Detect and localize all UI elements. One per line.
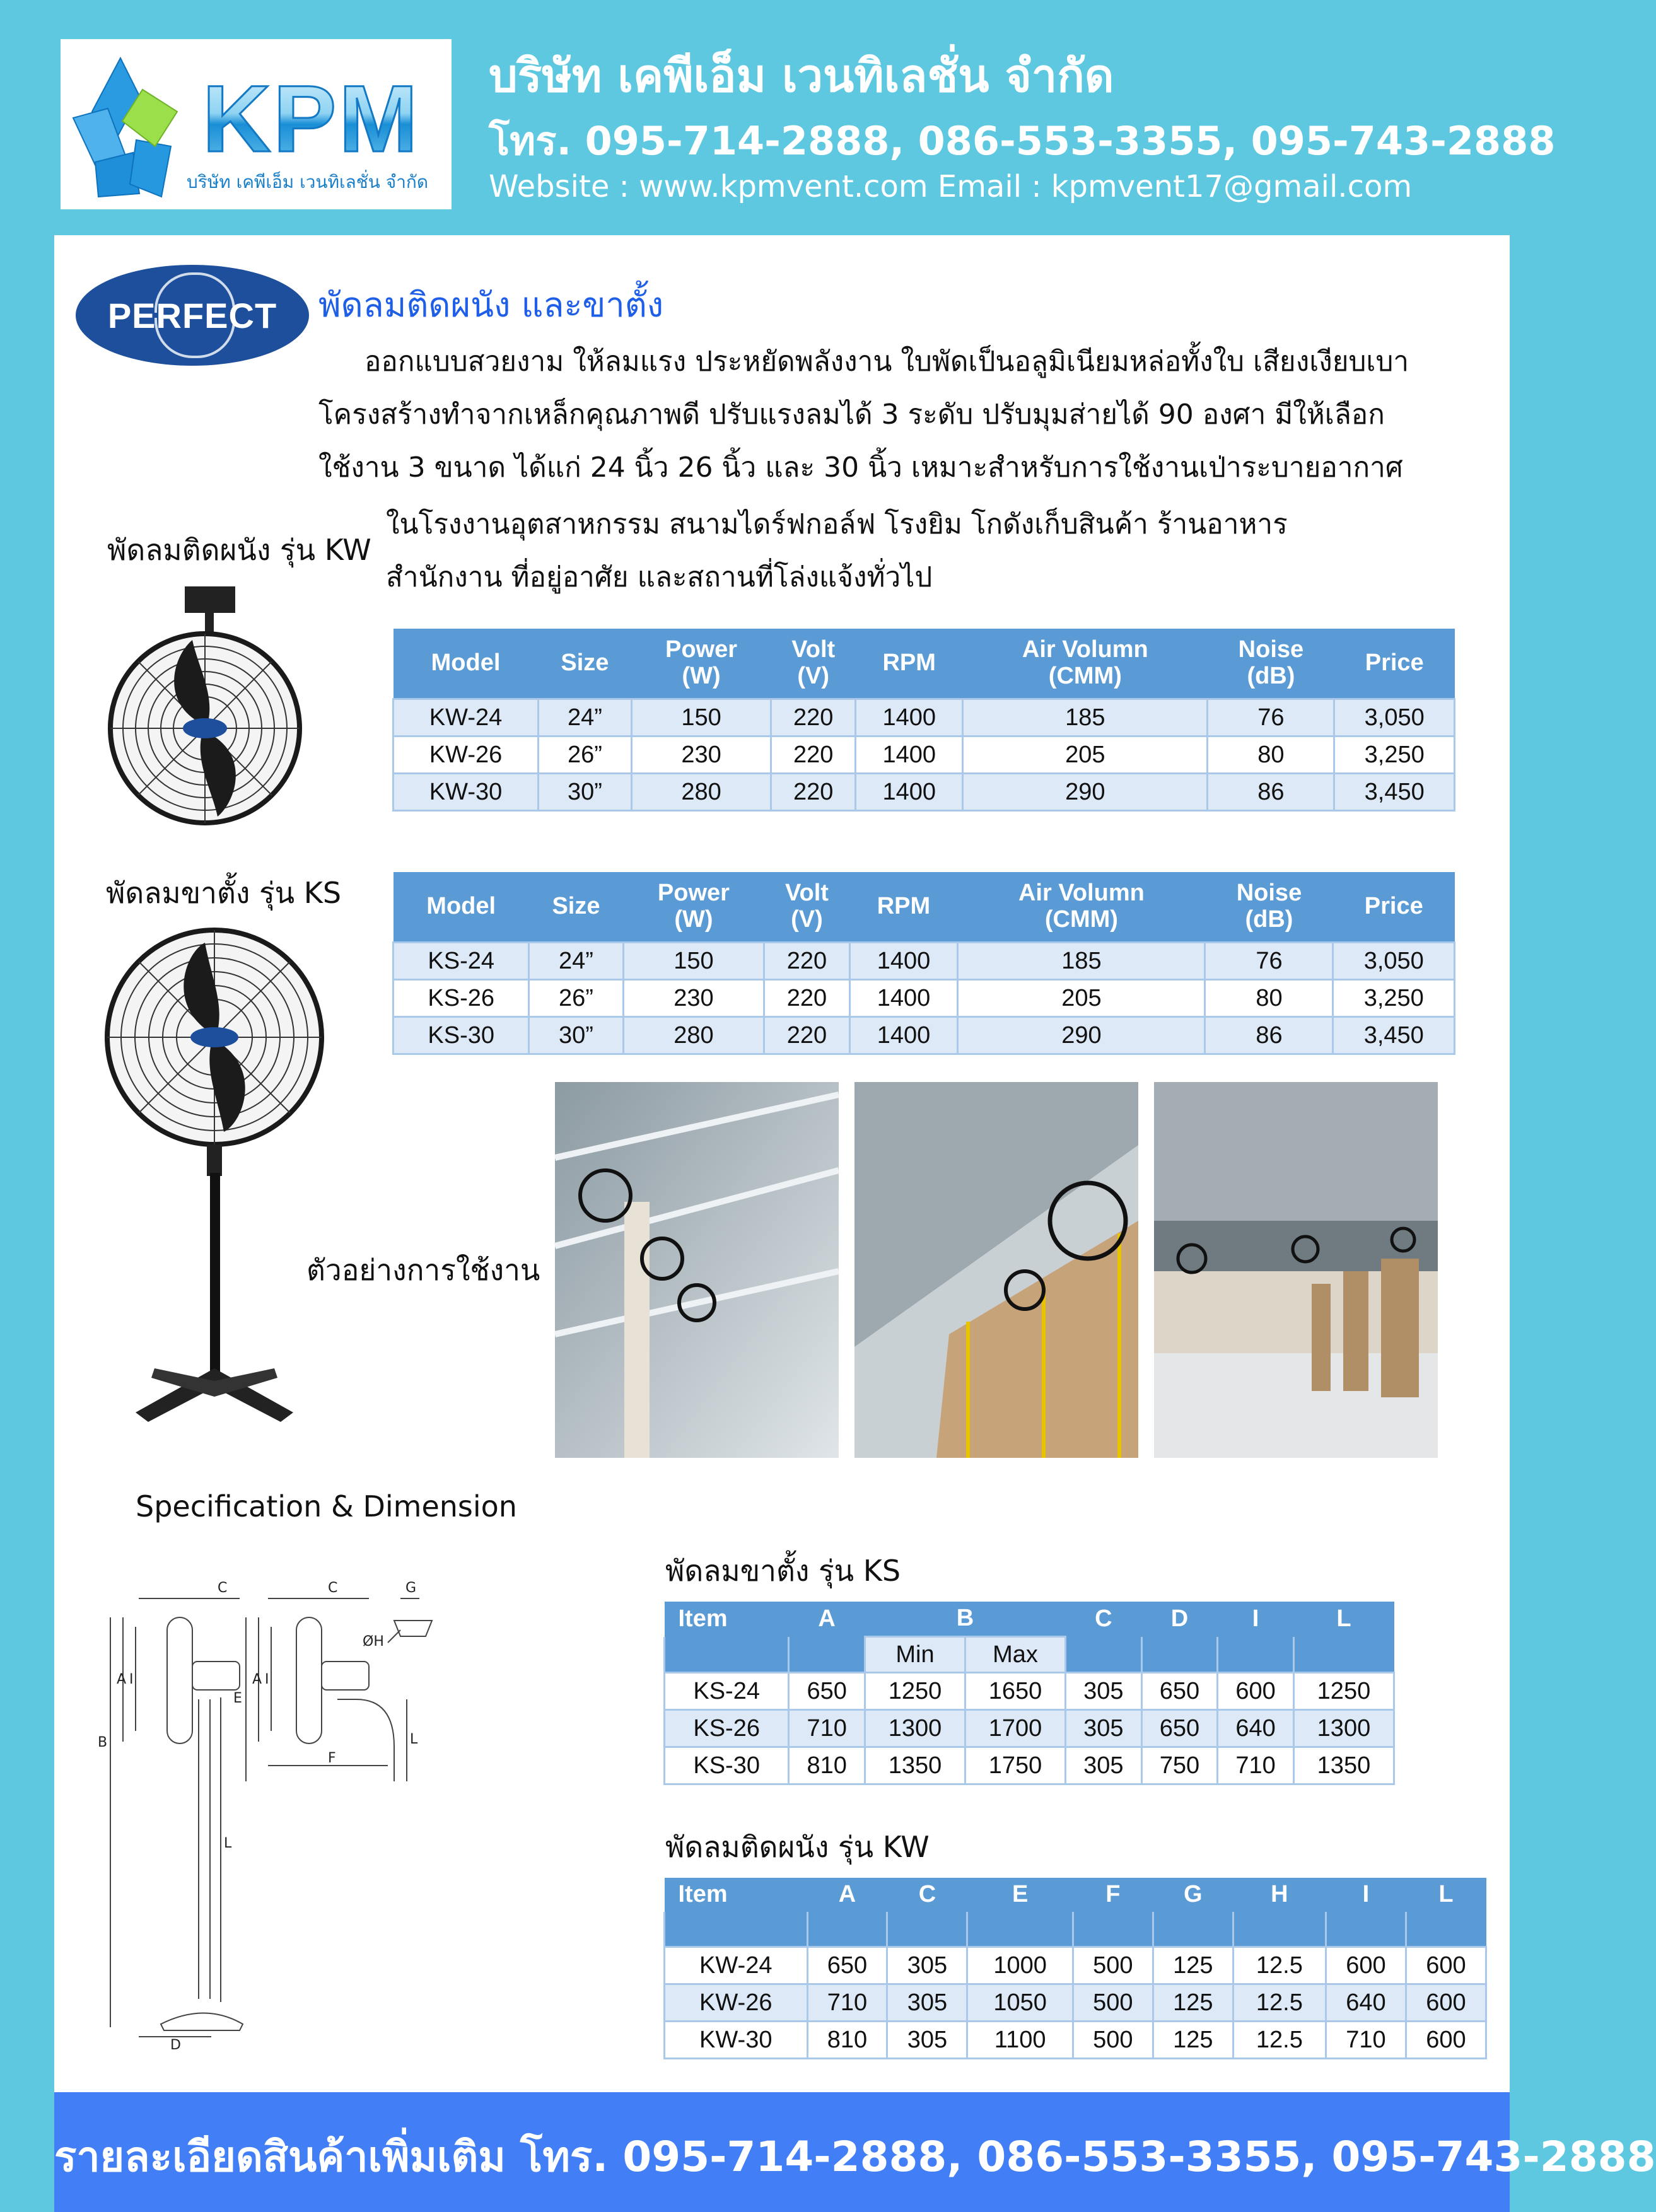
dim-kw-title: พัดลมติดผนัง รุ่น KW xyxy=(665,1830,930,1864)
stand-fan-image xyxy=(104,927,306,1444)
table-cell: 1650 xyxy=(965,1673,1065,1710)
col-header: C xyxy=(887,1878,967,1912)
product-title: พัดลมติดผนัง และขาตั้ง xyxy=(318,285,664,325)
table-cell: 76 xyxy=(1205,943,1333,980)
table-cell: 1400 xyxy=(849,980,958,1017)
table-cell: 500 xyxy=(1073,1947,1153,1984)
col-header: Air Volumn (CMM) xyxy=(958,872,1205,943)
table-cell: 305 xyxy=(1066,1710,1142,1747)
table-cell: 1350 xyxy=(1293,1747,1394,1784)
col-header: Air Volumn (CMM) xyxy=(963,629,1208,699)
table-cell: 1400 xyxy=(856,774,963,811)
table-cell: 80 xyxy=(1208,736,1334,774)
table-cell: 600 xyxy=(1218,1673,1294,1710)
row-model-cell: KW-24 xyxy=(665,1947,808,1984)
sub-header-max: Max xyxy=(965,1637,1065,1673)
dim-label-f: F xyxy=(328,1750,336,1766)
table-cell: 220 xyxy=(764,980,849,1017)
table-row xyxy=(394,1017,1455,1054)
company-website-email: Website : www.kpmvent.com Email : kpmvent17@gmail.com xyxy=(489,169,1413,204)
sub-header-min: Min xyxy=(865,1637,965,1673)
table-cell: 220 xyxy=(771,774,856,811)
col-header: L xyxy=(1293,1602,1394,1637)
dim-ks-title: พัดลมขาตั้ง รุ่น KS xyxy=(665,1554,901,1588)
table-cell: 305 xyxy=(887,1984,967,2022)
table-row xyxy=(394,736,1455,774)
dim-label-c: C xyxy=(328,1580,338,1596)
row-model-cell: KW-30 xyxy=(394,774,539,811)
row-model-cell: KW-30 xyxy=(665,2022,808,2059)
table-cell: 710 xyxy=(807,1984,887,2022)
table-cell: 1250 xyxy=(865,1673,965,1710)
table-cell: 220 xyxy=(771,699,856,736)
wall-fan-image xyxy=(104,586,293,839)
col-header: Item xyxy=(665,1878,808,1912)
table-cell: 30” xyxy=(539,774,632,811)
table-cell: 1250 xyxy=(1293,1673,1394,1710)
table-cell: 750 xyxy=(1141,1747,1218,1784)
dim-label-e: E xyxy=(233,1691,242,1706)
table-cell: 500 xyxy=(1073,1984,1153,2022)
table-cell: 3,450 xyxy=(1334,774,1455,811)
table-cell: 205 xyxy=(963,736,1208,774)
col-header: L xyxy=(1406,1878,1486,1912)
company-logo xyxy=(61,39,452,209)
dim-label-b: B xyxy=(98,1735,108,1750)
table-cell: 230 xyxy=(631,736,771,774)
dim-label-g: G xyxy=(405,1580,417,1596)
table-cell: 650 xyxy=(789,1673,865,1710)
table-cell: 1100 xyxy=(967,2022,1073,2059)
usage-photo-3 xyxy=(1154,1082,1438,1458)
table-subheader-row xyxy=(665,1637,1394,1673)
dim-label-d: D xyxy=(170,2037,181,2053)
table-cell: 1400 xyxy=(856,736,963,774)
table-row xyxy=(665,1673,1394,1710)
table-cell: 305 xyxy=(1066,1747,1142,1784)
footer-bar xyxy=(54,2092,1656,2212)
table-subheader-row xyxy=(665,1912,1486,1947)
table-cell: 650 xyxy=(1141,1710,1218,1747)
row-model-cell: KS-26 xyxy=(394,980,529,1017)
description-line: สำนักงาน ที่อยู่อาศัย และสถานที่โล่งแจ้งทั่วไป xyxy=(386,561,933,593)
table-cell: 305 xyxy=(887,2022,967,2059)
dim-ks-table-body xyxy=(665,1673,1394,1784)
table-cell: 640 xyxy=(1326,1984,1406,2022)
table-row xyxy=(394,943,1455,980)
table-cell: 125 xyxy=(1153,1984,1233,2022)
col-header: Price xyxy=(1334,629,1455,699)
col-header: Size xyxy=(529,872,623,943)
col-header: G xyxy=(1153,1878,1233,1912)
dim-label-i: I xyxy=(129,1672,134,1687)
blank-header xyxy=(665,1637,789,1673)
spec-dimension-title: Specification & Dimension xyxy=(136,1489,517,1523)
table-cell: 1700 xyxy=(965,1710,1065,1747)
dim-label-l: L xyxy=(224,1836,232,1851)
row-model-cell: KW-24 xyxy=(394,699,539,736)
col-header: Volt (V) xyxy=(771,629,856,699)
table-cell: 600 xyxy=(1406,1984,1486,2022)
col-header: D xyxy=(1141,1602,1218,1637)
table-cell: 185 xyxy=(963,699,1208,736)
ks-product-label: พัดลมขาตั้ง รุ่น KS xyxy=(106,876,342,910)
table-cell: 500 xyxy=(1073,2022,1153,2059)
table-cell: 290 xyxy=(958,1017,1205,1054)
table-cell: 76 xyxy=(1208,699,1334,736)
dim-kw-table-body xyxy=(665,1947,1486,2059)
col-header: Model xyxy=(394,872,529,943)
col-header: Model xyxy=(394,629,539,699)
table-row xyxy=(665,1984,1486,2022)
dim-label-a: A xyxy=(117,1672,127,1687)
table-cell: 24” xyxy=(529,943,623,980)
description-line: โครงสร้างทำจากเหล็กคุณภาพดี ปรับแรงลมได้ 3 ระดับ ปรับมุมส่ายได้ 90 องศา มีให้เลือก xyxy=(318,399,1385,431)
table-header-row xyxy=(665,1602,1394,1637)
col-header: Noise (dB) xyxy=(1208,629,1334,699)
blank-header xyxy=(1293,1637,1394,1673)
row-model-cell: KS-30 xyxy=(665,1747,789,1784)
table-cell: 24” xyxy=(539,699,632,736)
table-cell: 80 xyxy=(1205,980,1333,1017)
usage-photo-1 xyxy=(555,1082,839,1458)
ks-spec-table xyxy=(392,872,1455,1055)
row-model-cell: KW-26 xyxy=(665,1984,808,2022)
ks-dimension-table xyxy=(663,1602,1395,1785)
table-cell: 650 xyxy=(807,1947,887,1984)
col-header: A xyxy=(789,1602,865,1637)
dim-label-h: ØH xyxy=(363,1634,384,1650)
col-header: I xyxy=(1326,1878,1406,1912)
description-line: ใช้งาน 3 ขนาด ได้แก่ 24 นิ้ว 26 นิ้ว และ 30 นิ้ว เหมาะสำหรับการใช้งานเป่าระบายอากาศ xyxy=(318,451,1403,484)
table-cell: 205 xyxy=(958,980,1205,1017)
blank-header xyxy=(1066,1637,1142,1673)
col-header: B xyxy=(865,1602,1065,1637)
blank-header xyxy=(807,1912,887,1947)
col-header: RPM xyxy=(856,629,963,699)
table-cell: 280 xyxy=(631,774,771,811)
col-header: H xyxy=(1233,1878,1326,1912)
table-cell: 86 xyxy=(1208,774,1334,811)
dim-label-a: A xyxy=(252,1672,262,1687)
table-header-row xyxy=(665,1878,1486,1912)
blank-header xyxy=(1233,1912,1326,1947)
kw-product-label: พัดลมติดผนัง รุ่น KW xyxy=(107,533,371,567)
perfect-brand-badge xyxy=(76,265,309,366)
blank-header xyxy=(1153,1912,1233,1947)
table-cell: 12.5 xyxy=(1233,2022,1326,2059)
blank-header xyxy=(1326,1912,1406,1947)
kw-dimension-table xyxy=(663,1878,1487,2059)
row-model-cell: KW-26 xyxy=(394,736,539,774)
table-cell: 710 xyxy=(1326,2022,1406,2059)
blank-header xyxy=(665,1912,808,1947)
table-row xyxy=(665,1747,1394,1784)
blank-header xyxy=(887,1912,967,1947)
table-row xyxy=(394,774,1455,811)
table-cell: 710 xyxy=(1218,1747,1294,1784)
blank-header xyxy=(1073,1912,1153,1947)
col-header: Size xyxy=(539,629,632,699)
logo-emblem-icon xyxy=(67,52,206,197)
blank-header xyxy=(789,1637,865,1673)
row-model-cell: KS-24 xyxy=(665,1673,789,1710)
col-header: Power (W) xyxy=(623,872,764,943)
kw-spec-table xyxy=(392,629,1455,812)
table-cell: 600 xyxy=(1406,2022,1486,2059)
table-cell: 12.5 xyxy=(1233,1947,1326,1984)
logo-subtitle: บริษัท เคพีเอ็ม เวนทิเลชั่น จำกัด xyxy=(187,172,429,192)
row-model-cell: KS-26 xyxy=(665,1710,789,1747)
ks-table-body xyxy=(394,943,1455,1054)
table-cell: 710 xyxy=(789,1710,865,1747)
table-cell: 1300 xyxy=(1293,1710,1394,1747)
table-cell: 640 xyxy=(1218,1710,1294,1747)
table-cell: 220 xyxy=(764,1017,849,1054)
col-header: Price xyxy=(1333,872,1455,943)
table-cell: 1350 xyxy=(865,1747,965,1784)
col-header: Volt (V) xyxy=(764,872,849,943)
usage-example-label: ตัวอย่างการใช้งาน xyxy=(306,1253,540,1287)
table-cell: 150 xyxy=(623,943,764,980)
table-cell: 1300 xyxy=(865,1710,965,1747)
table-cell: 290 xyxy=(963,774,1208,811)
row-model-cell: KS-30 xyxy=(394,1017,529,1054)
blank-header xyxy=(1218,1637,1294,1673)
col-header: E xyxy=(967,1878,1073,1912)
table-cell: 86 xyxy=(1205,1017,1333,1054)
table-row xyxy=(665,1947,1486,1984)
kw-table-body xyxy=(394,699,1455,811)
table-cell: 1400 xyxy=(849,1017,958,1054)
col-header: Item xyxy=(665,1602,789,1637)
col-header: Power (W) xyxy=(631,629,771,699)
col-header: C xyxy=(1066,1602,1142,1637)
table-row xyxy=(665,2022,1486,2059)
blank-header xyxy=(967,1912,1073,1947)
table-cell: 280 xyxy=(623,1017,764,1054)
table-cell: 26” xyxy=(539,736,632,774)
description-line: ออกแบบสวยงาม ให้ลมแรง ประหยัดพลังงาน ใบพัดเป็นอลูมิเนียมหล่อทั้งใบ เสียงเงียบเบา xyxy=(364,346,1409,378)
logo-wordmark: KPM xyxy=(202,64,420,173)
company-name: บริษัท เคพีเอ็ม เวนทิเลชั่น จำกัด xyxy=(489,49,1114,102)
table-cell: 600 xyxy=(1406,1947,1486,1984)
table-cell: 1050 xyxy=(967,1984,1073,2022)
table-cell: 810 xyxy=(789,1747,865,1784)
table-row xyxy=(394,980,1455,1017)
blank-header xyxy=(1406,1912,1486,1947)
table-cell: 810 xyxy=(807,2022,887,2059)
table-cell: 3,050 xyxy=(1333,943,1455,980)
usage-photo-2 xyxy=(854,1082,1138,1458)
table-cell: 220 xyxy=(764,943,849,980)
table-header-row xyxy=(394,872,1455,943)
table-cell: 125 xyxy=(1153,1947,1233,1984)
dimension-diagram xyxy=(91,1539,659,2053)
brand-name: PERFECT xyxy=(107,295,277,335)
table-cell: 230 xyxy=(623,980,764,1017)
table-cell: 3,450 xyxy=(1333,1017,1455,1054)
table-cell: 1000 xyxy=(967,1947,1073,1984)
table-cell: 3,250 xyxy=(1333,980,1455,1017)
dim-label-l: L xyxy=(410,1732,418,1747)
blank-header xyxy=(1141,1637,1218,1673)
col-header: A xyxy=(807,1878,887,1912)
company-phone: โทร. 095-714-2888, 086-553-3355, 095-743-2888 xyxy=(489,118,1556,164)
table-cell: 220 xyxy=(771,736,856,774)
table-cell: 3,250 xyxy=(1334,736,1455,774)
table-cell: 1750 xyxy=(965,1747,1065,1784)
table-cell: 30” xyxy=(529,1017,623,1054)
table-cell: 650 xyxy=(1141,1673,1218,1710)
table-cell: 26” xyxy=(529,980,623,1017)
col-header: RPM xyxy=(849,872,958,943)
row-model-cell: KS-24 xyxy=(394,943,529,980)
table-row xyxy=(665,1710,1394,1747)
col-header: I xyxy=(1218,1602,1294,1637)
dim-label-i: I xyxy=(265,1672,269,1687)
table-header-row xyxy=(394,629,1455,699)
table-row xyxy=(394,699,1455,736)
table-cell: 150 xyxy=(631,699,771,736)
table-cell: 600 xyxy=(1326,1947,1406,1984)
table-cell: 305 xyxy=(887,1947,967,1984)
dim-label-c: C xyxy=(218,1580,228,1596)
table-cell: 12.5 xyxy=(1233,1984,1326,2022)
table-cell: 1400 xyxy=(849,943,958,980)
table-cell: 125 xyxy=(1153,2022,1233,2059)
table-cell: 305 xyxy=(1066,1673,1142,1710)
table-cell: 3,050 xyxy=(1334,699,1455,736)
col-header: Noise (dB) xyxy=(1205,872,1333,943)
footer-contact-text: รายละเอียดสินค้าเพิ่มเติม โทร. 095-714-2888, 086-553-3355, 095-743-2888 xyxy=(54,2133,1656,2181)
description-line: ในโรงงานอุตสาหกรรม สนามไดร์ฟกอล์ฟ โรงยิม โกดังเก็บสินค้า ร้านอาหาร xyxy=(386,508,1288,540)
table-cell: 185 xyxy=(958,943,1205,980)
col-header: F xyxy=(1073,1878,1153,1912)
table-cell: 1400 xyxy=(856,699,963,736)
